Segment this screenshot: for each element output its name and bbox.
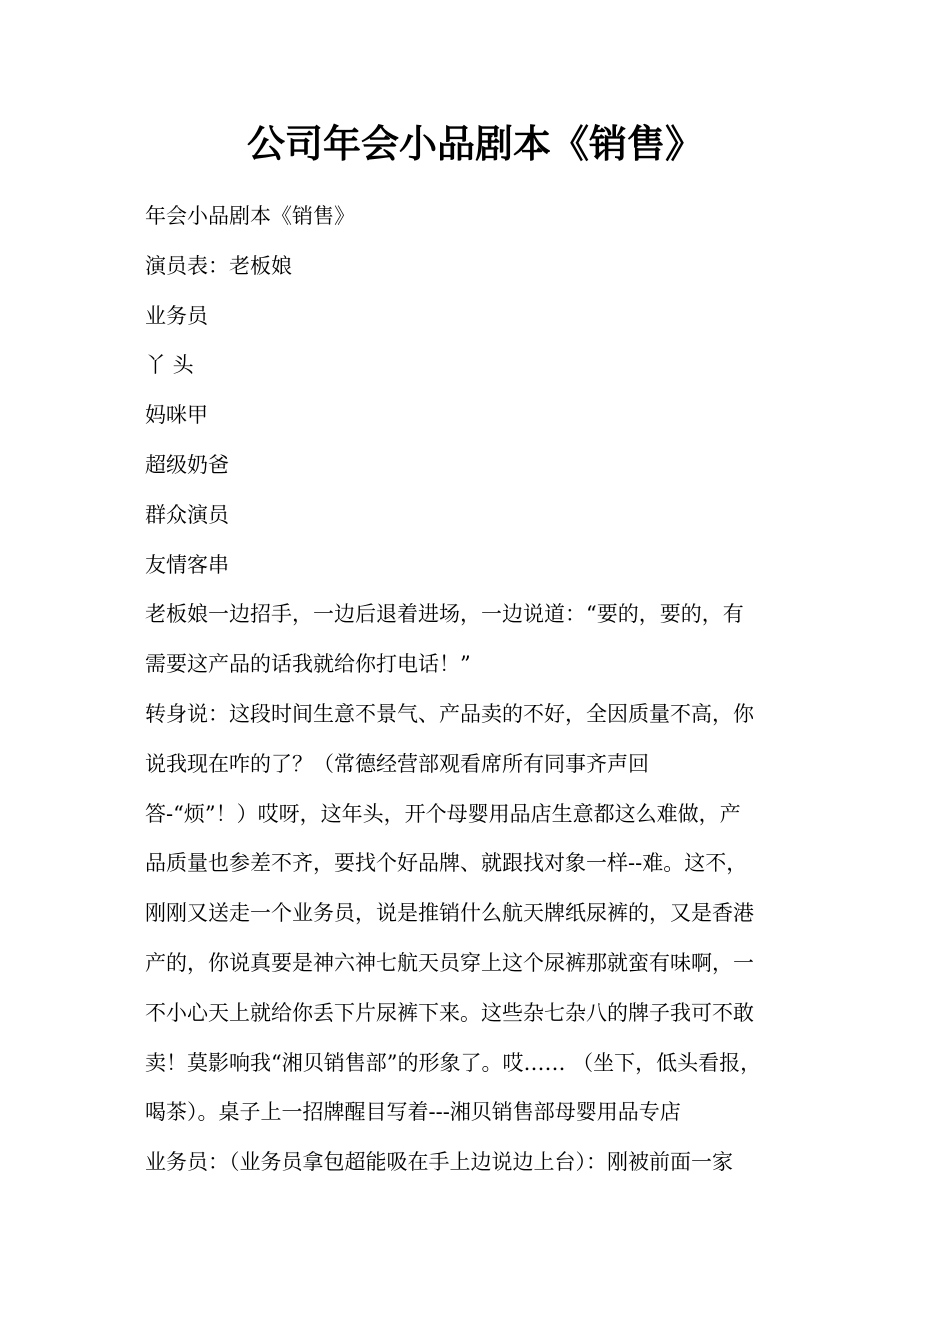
text-line: 演员表：老板娘 xyxy=(145,253,292,278)
text-line: 业务员 xyxy=(145,303,208,328)
text-line: 年会小品剧本《销售》 xyxy=(145,204,355,228)
text-line: 妈咪甲 xyxy=(145,403,208,428)
document-body xyxy=(145,192,825,1188)
text-line: 丫 头 xyxy=(145,353,194,378)
text-line: 友情客串 xyxy=(145,552,229,577)
text-line: 老板娘一边招手，一边后退着进场，一边说道：“要的，要的，有 xyxy=(145,602,744,627)
text-line: 业务员：（业务员拿包超能吸在手上边说边上台）：刚被前面一家 xyxy=(145,1150,733,1175)
text-line: 答-“烦”！）哎呀，这年头，开个母婴用品店生意都这么难做，产 xyxy=(145,801,741,826)
text-line: 刚刚又送走一个业务员，说是推销什么航天牌纸尿裤的，又是香港 xyxy=(145,901,754,926)
text-line: 不小心天上就给你丢下片尿裤下来。这些杂七杂八的牌子我可不敢 xyxy=(145,1000,754,1025)
text-line: 喝茶）。桌子上一招牌醒目写着---湘贝销售部母婴用品专店 xyxy=(145,1100,681,1125)
text-line: 说我现在咋的了？（常德经营部观看席所有同事齐声回 xyxy=(145,751,649,776)
text-line: 超级奶爸 xyxy=(145,452,229,477)
text-line: 需要这产品的话我就给你打电话！” xyxy=(145,652,471,677)
text-line: 产的，你说真要是神六神七航天员穿上这个尿裤那就蛮有味啊，一 xyxy=(145,950,754,975)
text-line: 转身说：这段时间生意不景气、产品卖的不好，全因质量不高，你 xyxy=(145,701,754,726)
text-line: 品质量也参差不齐，要找个好品牌、就跟找对象一样--难。这不， xyxy=(145,851,748,876)
text-line: 群众演员 xyxy=(145,502,229,527)
document-title: 公司年会小品剧本《销售》 xyxy=(246,122,703,166)
text-line: 卖！莫影响我“湘贝销售部”的形象了。哎…… （坐下，低头看报， xyxy=(145,1050,762,1075)
